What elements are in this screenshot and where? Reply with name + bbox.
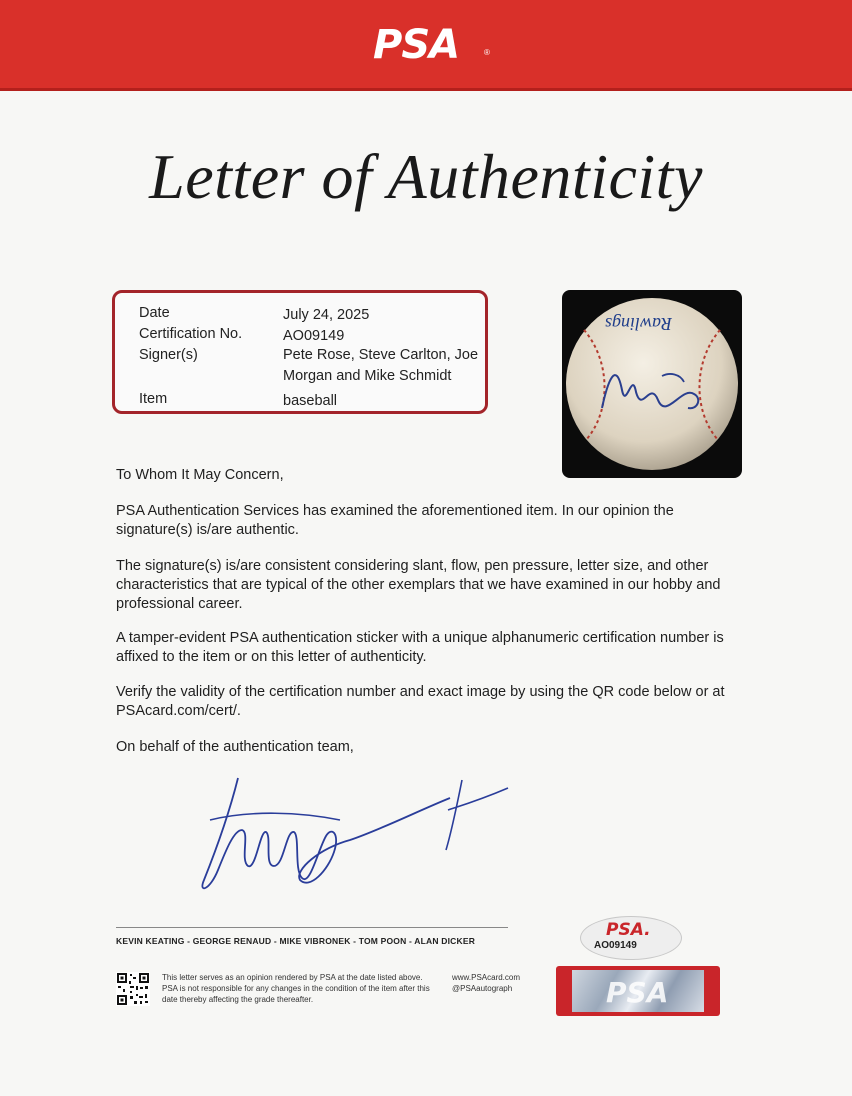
paragraph-verify: Verify the validity of the certification number and exact image by using the QR code below or at PSAcard.com/cert/. — [116, 684, 725, 719]
sticker-logo: PSA. — [606, 920, 651, 940]
cert-label: Certification No. — [139, 326, 243, 342]
item-label: Item — [139, 391, 168, 407]
item-photo — [562, 290, 742, 478]
closing-line: On behalf of the authentication team, — [116, 739, 354, 755]
page-title: Letter of Authenticity — [149, 141, 703, 212]
contact-info — [452, 972, 520, 994]
cert-value: AO09149 — [283, 328, 345, 344]
signers-value: Pete Rose, Steve Carlton, Joe Morgan and Mike Schmidt — [283, 347, 479, 384]
date-label: Date — [139, 305, 170, 321]
item-value: baseball — [283, 393, 338, 409]
team-names: KEVIN KEATING - GEORGE RENAUD - MIKE VIBRONEK - TOM POON - ALAN DICKER — [116, 936, 476, 946]
ball-brand-text: Rawlings — [604, 314, 672, 334]
signers-label: Signer(s) — [139, 347, 198, 363]
header-divider — [0, 88, 852, 91]
team-divider — [116, 927, 508, 928]
registered-mark: ® — [484, 48, 490, 57]
paragraph-sticker: A tamper-evident PSA authentication sticker with a unique alphanumeric certification number is affixed to the item or on this letter of authenticity. — [116, 630, 724, 665]
paragraph-examination: PSA Authentication Services has examined the aforementioned item. In our opinion the signature(s) is/are authentic. — [116, 503, 674, 538]
psa-logo: PSA — [373, 22, 460, 68]
paragraph-consistency: The signature(s) is/are consistent considering slant, flow, pen pressure, letter size, and other characteristics that are typical of the other exemplars that we have examined in our hobby and professional career. — [116, 558, 721, 612]
handwritten-signature — [190, 770, 520, 900]
qr-code[interactable] — [116, 972, 150, 1006]
social-handle[interactable]: @PSAautograph — [452, 984, 513, 993]
date-value: July 24, 2025 — [283, 307, 370, 323]
disclaimer-text: This letter serves as an opinion rendered by PSA at the date listed above. PSA is not responsible for any changes in the condition of the item after this date thereby affecting the grade thereafter. — [162, 973, 430, 1004]
sticker-cert-number: AO09149 — [594, 940, 637, 951]
hologram-logo: PSA — [606, 976, 669, 1009]
baseball-image — [562, 290, 742, 478]
website-link[interactable]: www.PSAcard.com — [452, 973, 521, 982]
salutation: To Whom It May Concern, — [116, 467, 284, 483]
certificate-info-box — [112, 290, 488, 414]
